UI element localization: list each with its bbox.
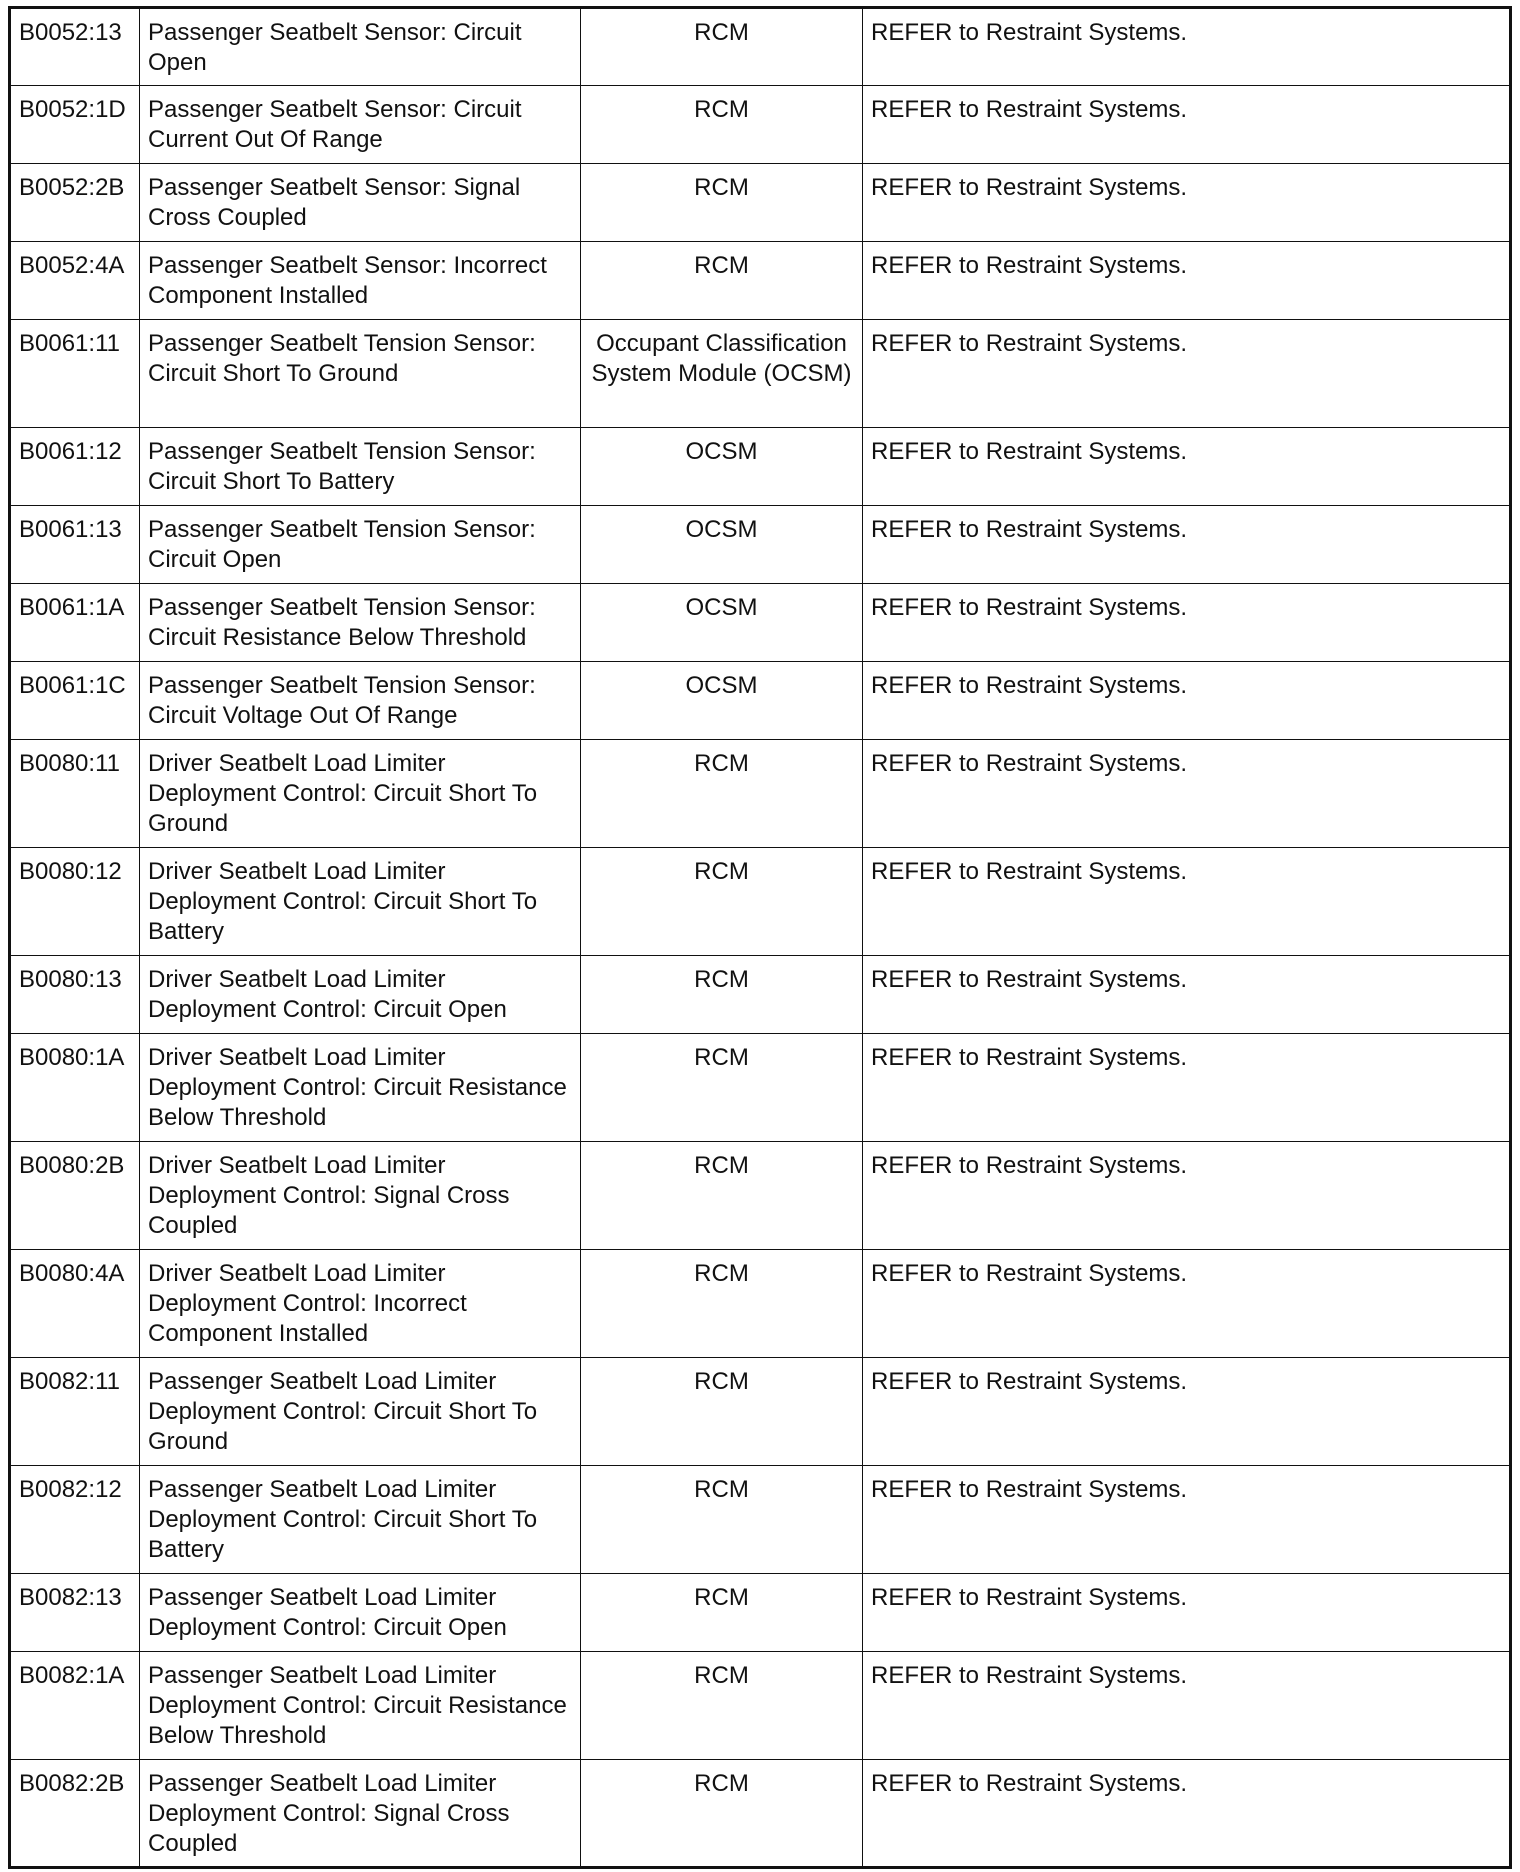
module-cell: RCM	[581, 740, 863, 848]
dtc-description-cell: Passenger Seatbelt Load Limiter Deployment Control: Circuit Short To Ground	[140, 1358, 581, 1466]
module-cell: OCSM	[581, 584, 863, 662]
action-cell: REFER to Restraint Systems.	[863, 662, 1511, 740]
action-cell: REFER to Restraint Systems.	[863, 1466, 1511, 1574]
dtc-description-cell: Driver Seatbelt Load Limiter Deployment Control: Circuit Short To Battery	[140, 848, 581, 956]
dtc-table	[8, 6, 1512, 1869]
action-cell: REFER to Restraint Systems.	[863, 1652, 1511, 1760]
module-cell: RCM	[581, 86, 863, 164]
module-cell: RCM	[581, 1358, 863, 1466]
dtc-code-cell: B0082:13	[10, 1574, 140, 1652]
action-cell: REFER to Restraint Systems.	[863, 86, 1511, 164]
table-row	[10, 1574, 1511, 1652]
dtc-description-cell: Passenger Seatbelt Load Limiter Deployment Control: Signal Cross Coupled	[140, 1760, 581, 1868]
module-cell: RCM	[581, 1760, 863, 1868]
dtc-code-cell: B0082:11	[10, 1358, 140, 1466]
module-cell: RCM	[581, 1466, 863, 1574]
module-cell: RCM	[581, 1574, 863, 1652]
module-cell: RCM	[581, 1652, 863, 1760]
dtc-description-cell: Driver Seatbelt Load Limiter Deployment Control: Circuit Open	[140, 956, 581, 1034]
table-row	[10, 242, 1511, 320]
dtc-description-cell: Passenger Seatbelt Sensor: Signal Cross Coupled	[140, 164, 581, 242]
table-row	[10, 740, 1511, 848]
action-cell: REFER to Restraint Systems.	[863, 428, 1511, 506]
dtc-description-cell: Passenger Seatbelt Tension Sensor: Circuit Short To Battery	[140, 428, 581, 506]
dtc-table-body	[10, 8, 1511, 1868]
module-cell: OCSM	[581, 506, 863, 584]
action-cell: REFER to Restraint Systems.	[863, 1034, 1511, 1142]
dtc-description-cell: Passenger Seatbelt Sensor: Incorrect Component Installed	[140, 242, 581, 320]
action-cell: REFER to Restraint Systems.	[863, 848, 1511, 956]
dtc-code-cell: B0052:2B	[10, 164, 140, 242]
table-row	[10, 86, 1511, 164]
dtc-code-cell: B0082:1A	[10, 1652, 140, 1760]
table-row	[10, 8, 1511, 86]
module-cell: OCSM	[581, 662, 863, 740]
module-cell: RCM	[581, 848, 863, 956]
dtc-code-cell: B0061:13	[10, 506, 140, 584]
table-row	[10, 662, 1511, 740]
dtc-description-cell: Driver Seatbelt Load Limiter Deployment Control: Signal Cross Coupled	[140, 1142, 581, 1250]
dtc-description-cell: Driver Seatbelt Load Limiter Deployment Control: Circuit Resistance Below Threshold	[140, 1034, 581, 1142]
dtc-code-cell: B0061:1A	[10, 584, 140, 662]
dtc-description-cell: Driver Seatbelt Load Limiter Deployment Control: Circuit Short To Ground	[140, 740, 581, 848]
dtc-code-cell: B0061:1C	[10, 662, 140, 740]
action-cell: REFER to Restraint Systems.	[863, 1760, 1511, 1868]
action-cell: REFER to Restraint Systems.	[863, 1574, 1511, 1652]
dtc-description-cell: Passenger Seatbelt Load Limiter Deployment Control: Circuit Open	[140, 1574, 581, 1652]
dtc-code-cell: B0080:11	[10, 740, 140, 848]
table-row	[10, 584, 1511, 662]
dtc-description-cell: Passenger Seatbelt Tension Sensor: Circuit Voltage Out Of Range	[140, 662, 581, 740]
action-cell: REFER to Restraint Systems.	[863, 1250, 1511, 1358]
dtc-code-cell: B0080:4A	[10, 1250, 140, 1358]
module-cell: RCM	[581, 956, 863, 1034]
dtc-code-cell: B0082:2B	[10, 1760, 140, 1868]
dtc-description-cell: Driver Seatbelt Load Limiter Deployment Control: Incorrect Component Installed	[140, 1250, 581, 1358]
module-cell: RCM	[581, 1034, 863, 1142]
dtc-description-cell: Passenger Seatbelt Tension Sensor: Circuit Resistance Below Threshold	[140, 584, 581, 662]
module-cell: RCM	[581, 1250, 863, 1358]
action-cell: REFER to Restraint Systems.	[863, 740, 1511, 848]
module-cell: RCM	[581, 242, 863, 320]
table-row	[10, 1760, 1511, 1868]
table-row	[10, 1652, 1511, 1760]
module-cell: RCM	[581, 8, 863, 86]
action-cell: REFER to Restraint Systems.	[863, 956, 1511, 1034]
table-row	[10, 164, 1511, 242]
action-cell: REFER to Restraint Systems.	[863, 164, 1511, 242]
table-row	[10, 1250, 1511, 1358]
module-cell: Occupant Classification System Module (OCSM)	[581, 320, 863, 428]
table-row	[10, 320, 1511, 428]
dtc-code-cell: B0080:2B	[10, 1142, 140, 1250]
dtc-code-cell: B0080:12	[10, 848, 140, 956]
module-cell: OCSM	[581, 428, 863, 506]
action-cell: REFER to Restraint Systems.	[863, 242, 1511, 320]
action-cell: REFER to Restraint Systems.	[863, 584, 1511, 662]
table-row	[10, 1466, 1511, 1574]
table-row	[10, 848, 1511, 956]
table-row	[10, 1034, 1511, 1142]
dtc-code-cell: B0082:12	[10, 1466, 140, 1574]
table-row	[10, 428, 1511, 506]
dtc-code-cell: B0061:11	[10, 320, 140, 428]
table-row	[10, 956, 1511, 1034]
dtc-code-cell: B0080:13	[10, 956, 140, 1034]
action-cell: REFER to Restraint Systems.	[863, 506, 1511, 584]
table-row	[10, 1142, 1511, 1250]
action-cell: REFER to Restraint Systems.	[863, 320, 1511, 428]
dtc-code-cell: B0080:1A	[10, 1034, 140, 1142]
dtc-code-cell: B0061:12	[10, 428, 140, 506]
dtc-code-cell: B0052:4A	[10, 242, 140, 320]
dtc-description-cell: Passenger Seatbelt Tension Sensor: Circuit Open	[140, 506, 581, 584]
module-cell: RCM	[581, 1142, 863, 1250]
action-cell: REFER to Restraint Systems.	[863, 1142, 1511, 1250]
dtc-description-cell: Passenger Seatbelt Load Limiter Deployment Control: Circuit Resistance Below Threshold	[140, 1652, 581, 1760]
module-cell: RCM	[581, 164, 863, 242]
table-row	[10, 506, 1511, 584]
dtc-description-cell: Passenger Seatbelt Sensor: Circuit Open	[140, 8, 581, 86]
dtc-description-cell: Passenger Seatbelt Tension Sensor: Circuit Short To Ground	[140, 320, 581, 428]
dtc-description-cell: Passenger Seatbelt Sensor: Circuit Current Out Of Range	[140, 86, 581, 164]
dtc-description-cell: Passenger Seatbelt Load Limiter Deployment Control: Circuit Short To Battery	[140, 1466, 581, 1574]
dtc-code-cell: B0052:1D	[10, 86, 140, 164]
table-row	[10, 1358, 1511, 1466]
action-cell: REFER to Restraint Systems.	[863, 1358, 1511, 1466]
action-cell: REFER to Restraint Systems.	[863, 8, 1511, 86]
dtc-code-cell: B0052:13	[10, 8, 140, 86]
